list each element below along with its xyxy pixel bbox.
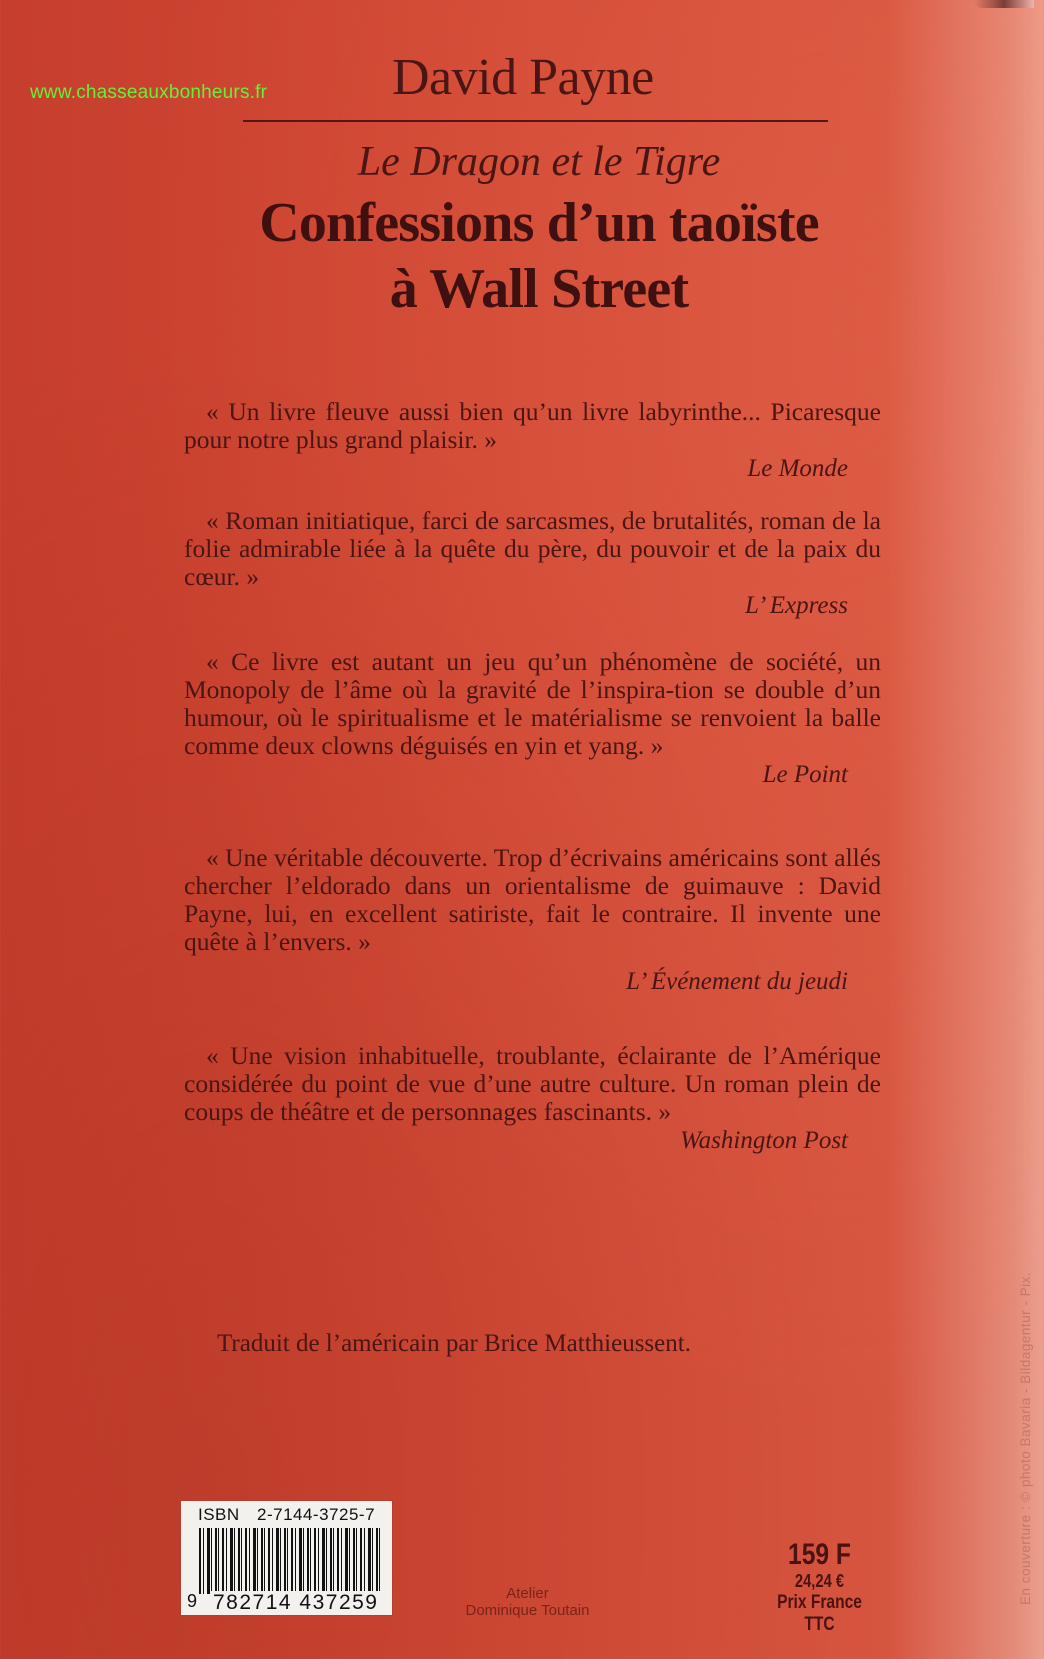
press-quote xyxy=(184,648,881,790)
quote-source: Le Monde xyxy=(747,455,848,482)
ean-first-digit: 9 xyxy=(187,1591,198,1611)
isbn-barcode-label xyxy=(180,1500,393,1616)
price-note: Prix France TTC xyxy=(777,1592,862,1635)
cover-photo-credit: En couverture : © photo Bavaria - Bildagentur - Pix. xyxy=(1018,1271,1033,1605)
isbn-number: 2-7144-3725-7 xyxy=(257,1505,376,1524)
quote-source: Washington Post xyxy=(680,1127,848,1154)
press-quote xyxy=(184,507,881,621)
quote-text: « Ce livre est autant un jeu qu’un phénomène de société, un Monopoly de l’âme où la gravité de l’inspira-tion se double d’un humour, où le spiritualisme et le matérialisme se renvoient la balle comme deux clowns déguisés en yin et yang. » xyxy=(184,647,881,760)
press-quote xyxy=(184,398,881,484)
translator-credit: Traduit de l’américain par Brice Matthieussent. xyxy=(217,1330,691,1357)
book-title-line-2: à Wall Street xyxy=(389,258,689,320)
isbn-label: ISBN xyxy=(198,1505,240,1524)
quote-source: Le Point xyxy=(762,761,848,788)
author-name: David Payne xyxy=(392,49,654,106)
publisher-line-2: Dominique Toutain xyxy=(465,1602,590,1619)
publisher-imprint xyxy=(440,1585,615,1619)
book-title-line-1: Confessions d’un taoïste xyxy=(259,192,819,254)
quote-text: « Une véritable découverte. Trop d’écrivains américains sont allés chercher l’eldorado dans un orientalisme de guimauve : David Payne, lui, en excellent satiriste, fait le contraire. Il invente une quête à l’envers. » xyxy=(184,843,881,956)
ean-digits: 782714 437259 xyxy=(213,1591,379,1614)
quote-text: « Une vision inhabituelle, troublante, éclairante de l’Amérique considérée du point de vue d’une autre culture. Un roman plein de coups de théâtre et de personnages fascinants. » xyxy=(184,1041,881,1126)
quote-source: L’ Événement du jeudi xyxy=(626,968,848,995)
price-block xyxy=(764,1540,875,1636)
quote-source: L’ Express xyxy=(744,592,848,619)
corner-wear xyxy=(974,0,1034,8)
book-subtitle: Le Dragon et le Tigre xyxy=(357,139,721,185)
press-quote xyxy=(184,1042,881,1156)
price-euro: 24,24 € xyxy=(794,1571,845,1591)
quote-text: « Un livre fleuve aussi bien qu’un livre labyrinthe... Picaresque pour notre plus grand plaisir. » xyxy=(184,397,881,454)
title-divider xyxy=(243,120,828,122)
publisher-line-1: Atelier xyxy=(506,1585,549,1602)
watermark-url: www.chasseauxbonheurs.fr xyxy=(30,82,268,103)
price-franc: 159 F xyxy=(788,1538,851,1571)
press-quote xyxy=(184,844,881,997)
quote-text: « Roman initiatique, farci de sarcasmes, de brutalités, roman de la folie admirable liée à la quête du père, du pouvoir et de la paix du cœur. » xyxy=(184,506,881,591)
barcode-icon xyxy=(199,1528,381,1594)
book-title xyxy=(0,190,1044,322)
